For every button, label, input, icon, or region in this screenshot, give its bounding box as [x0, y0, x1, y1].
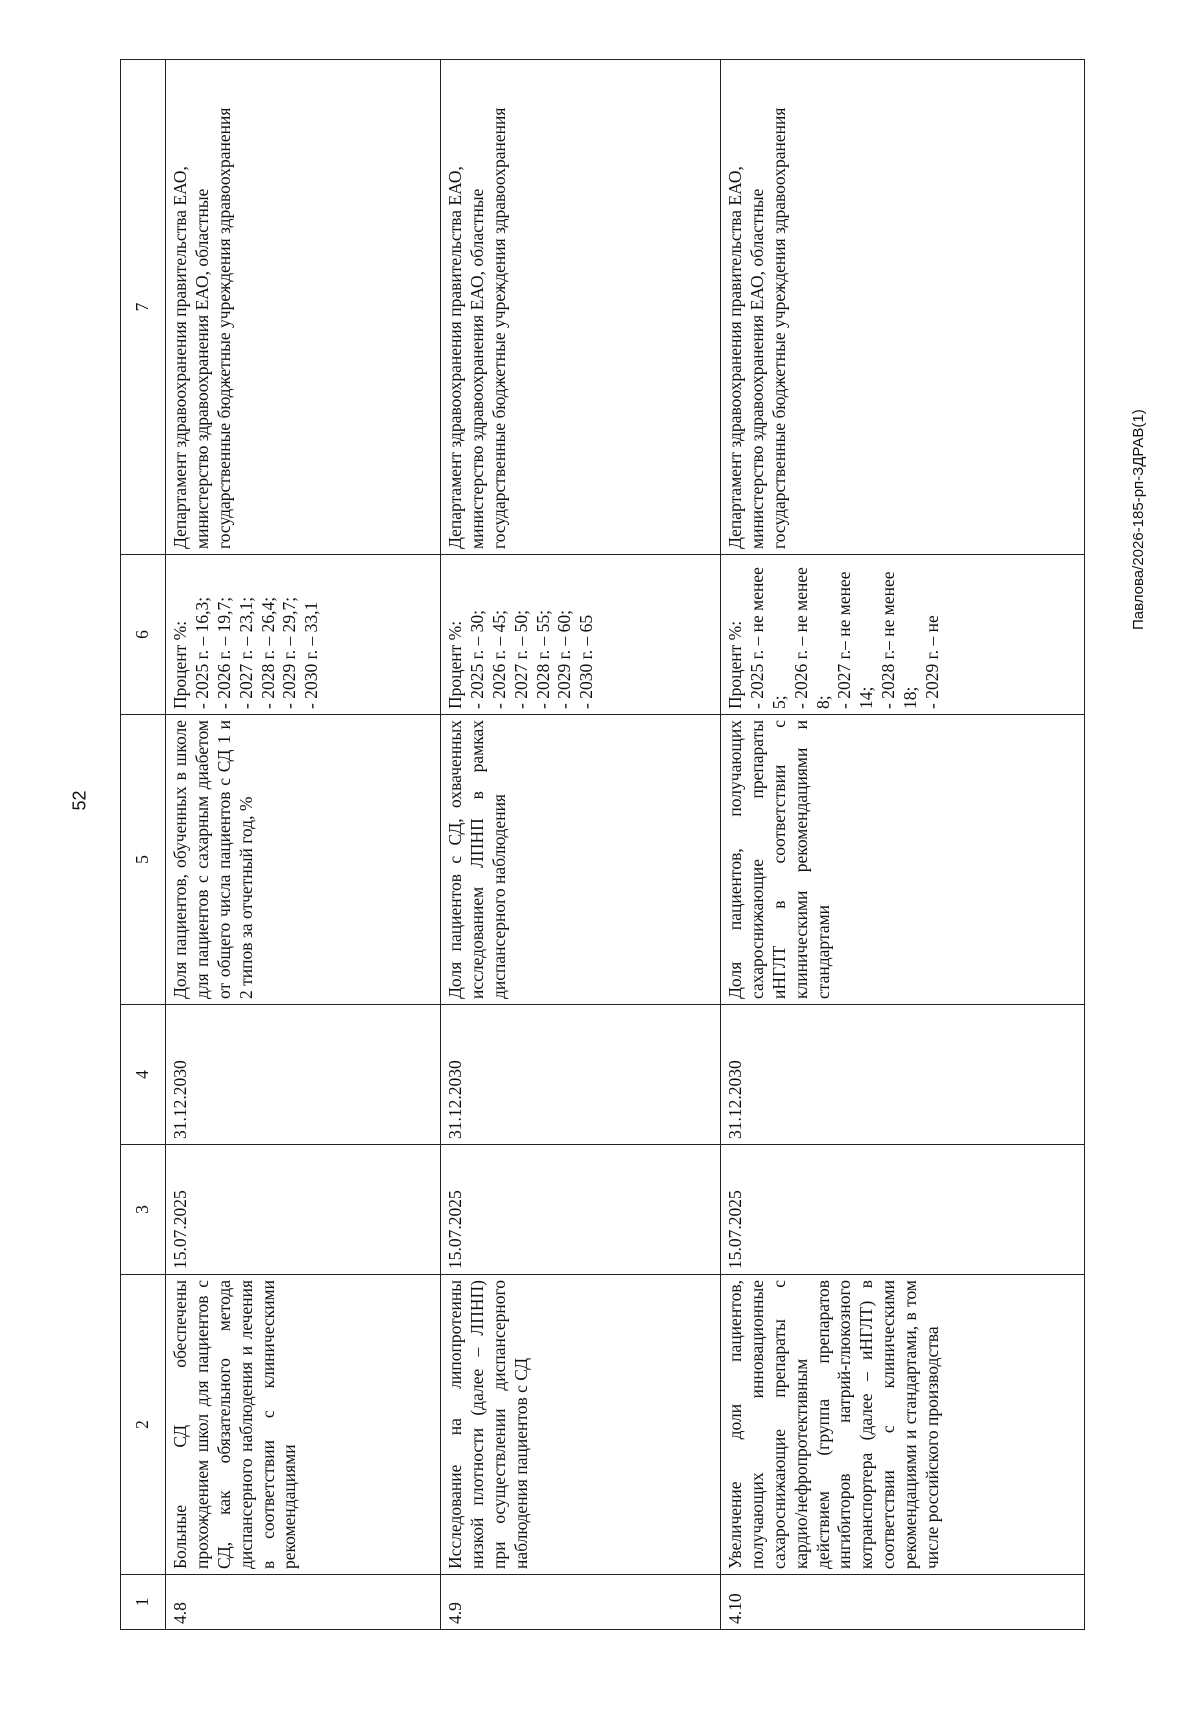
- target-values-cell: Процент %: - 2025 г. – 16,3; - 2026 г. – 19,7; - 2027 г. – 23,1; - 2028 г. – 26,4; - 2029 г. – 29,7; - 2030 г. – 33,1: [166, 555, 441, 715]
- start-date-cell: 15.07.2025: [441, 1145, 721, 1275]
- column-header: 3: [121, 1145, 166, 1275]
- column-header: 4: [121, 1005, 166, 1145]
- target-values-cell: Процент %: - 2025 г. – 30; - 2026 г. – 45; - 2027 г. – 50; - 2028 г. – 55; - 2029 г. – 60; - 2030 г. – 65: [441, 555, 721, 715]
- header-row: [121, 60, 166, 1630]
- indicator-cell: Доля пациентов, обученных в школе для пациентов с сахарным диабетом от общего числа пациентов с СД 1 и 2 типов за отчетный год, %: [166, 715, 441, 1005]
- responsible-cell: Департамент здравоохранения правительства ЕАО, министерство здравоохранения ЕАО, областные государственные бюджетные учреждения здравоохранения: [166, 60, 441, 555]
- table-row: [166, 60, 441, 1630]
- start-date-cell: 15.07.2025: [166, 1145, 441, 1275]
- event-cell: Увеличение доли пациентов, получающих инновационные сахароснижающие препараты с кардио/нефропротективным действием (группа препаратов ингибиторов натрий-глюкозного котранспортера (далее – иНГЛТ) в соответствии с клиническими рекомендациями и стандартами, в том числе российского производства: [721, 1275, 1085, 1575]
- column-header: 6: [121, 555, 166, 715]
- column-header: 2: [121, 1275, 166, 1575]
- column-header: 7: [121, 60, 166, 555]
- column-header: 5: [121, 715, 166, 1005]
- start-date-cell: 15.07.2025: [721, 1145, 1085, 1275]
- end-date-cell: 31.12.2030: [166, 1005, 441, 1145]
- indicator-cell: Доля пациентов, получающих сахароснижающие препараты иНГЛТ в соответствии с клиническими рекомендациями и стандартами: [721, 715, 1085, 1005]
- row-number: 4.10: [721, 1575, 1085, 1630]
- row-number: 4.8: [166, 1575, 441, 1630]
- column-header: 1: [121, 1575, 166, 1630]
- table-row: [441, 60, 721, 1630]
- responsible-cell: Департамент здравоохранения правительства ЕАО, министерство здравоохранения ЕАО, областные государственные бюджетные учреждения здравоохранения: [441, 60, 721, 555]
- row-number: 4.9: [441, 1575, 721, 1630]
- measures-table: [120, 59, 1085, 1630]
- end-date-cell: 31.12.2030: [721, 1005, 1085, 1145]
- indicator-cell: Доля пациентов с СД, охваченных исследованием ЛПНП в рамках диспансерного наблюдения: [441, 715, 721, 1005]
- page-number: 52: [69, 790, 90, 811]
- document-code-text: Павлова/2026-185-рп-ЗДРАВ(1): [1130, 409, 1147, 630]
- responsible-cell: Департамент здравоохранения правительства ЕАО, министерство здравоохранения ЕАО, областные государственные бюджетные учреждения здравоохранения: [721, 60, 1085, 555]
- target-values-cell: Процент %: - 2025 г. – не менее 5; - 2026 г. – не менее 8; - 2027 г.– не менее 14; - 2028 г.– не менее 18; - 2029 г. – не: [721, 555, 1085, 715]
- end-date-cell: 31.12.2030: [441, 1005, 721, 1145]
- table-row: [721, 60, 1085, 1630]
- event-cell: Больные СД обеспечены прохождением школ для пациентов с СД, как обязательного метода диспансерного наблюдения и лечения в соответствии с клиническими рекомендациями: [166, 1275, 441, 1575]
- measures-table-container: [120, 60, 1085, 1630]
- event-cell: Исследование на липопротеины низкой плотности (далее – ЛПНП) при осуществлении диспансерного наблюдения пациентов с СД: [441, 1275, 721, 1575]
- document-code: [1130, 270, 1170, 630]
